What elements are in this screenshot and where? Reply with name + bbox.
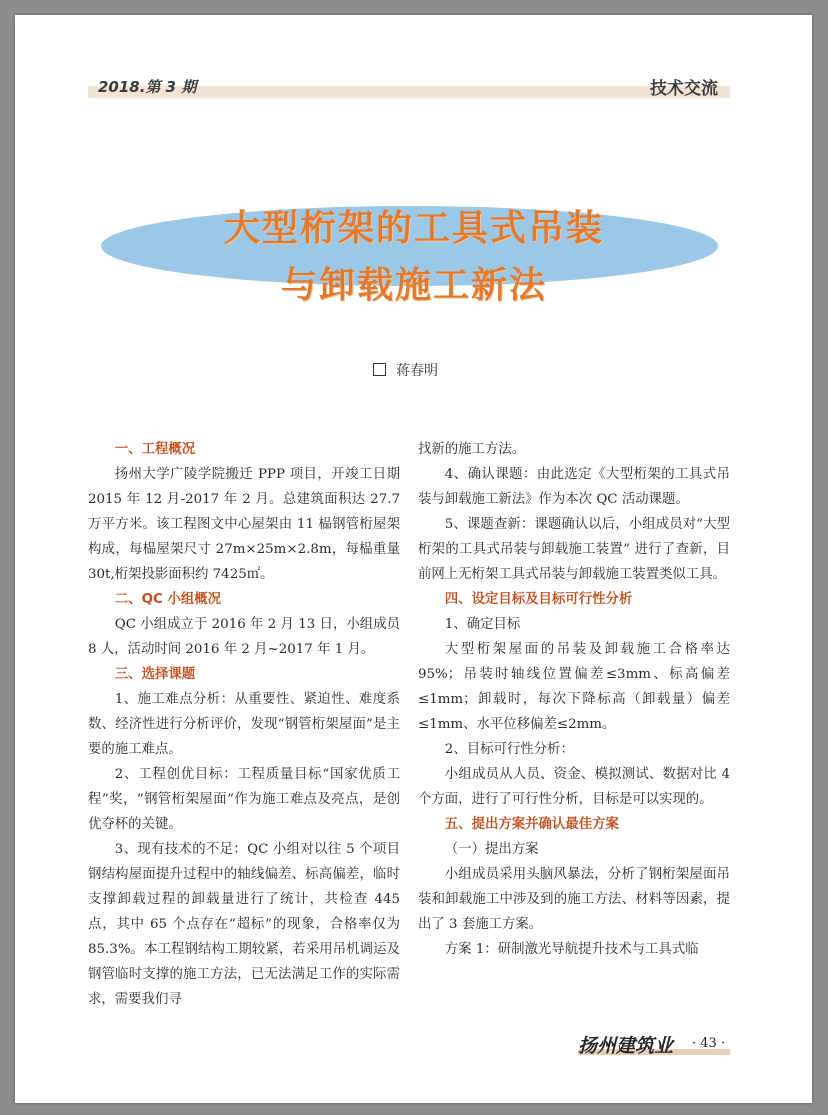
section-heading: 二、QC 小组概况 [114, 592, 222, 607]
paragraph: 1、确定目标 [444, 617, 521, 632]
section-heading: 一、工程概况 [114, 442, 196, 457]
paragraph: QC 小组成立于 2016 年 2 月 13 日，小组成员 8 人，活动时间 2016 年 2 月~2017 年 1 月。 [88, 617, 400, 657]
article-title-line1: 大型桁架的工具式吊装 [223, 208, 604, 249]
section-heading: 五、提出方案并确认最佳方案 [444, 817, 619, 832]
paragraph: 2、目标可行性分析： [444, 742, 574, 757]
issue-label: 2018.第 3 期 [98, 78, 197, 96]
paragraph: 4、确认课题：由此选定《大型桁架的工具式吊装与卸载施工新法》作为本次 QC 活动课题。 [418, 467, 730, 507]
paragraph: 1、施工难点分析：从重要性、紧迫性、难度系数、经济性进行分析评价，发现“钢管桁架屋面”是主要的施工难点。 [88, 692, 400, 757]
paragraph: 扬州大学广陵学院搬迁 PPP 项目，开竣工日期 2015 年 12 月-2017 年 2 月。总建筑面积达 27.7 万平方米。该工程图文中心屋架由 11 榀钢管桁屋架构成，每榀屋架尺寸 27m×25m×2.8m，每榀重量 30t,桁架投影面积约 7425㎡。 [88, 467, 400, 582]
paragraph: 3、现有技术的不足：QC 小组对以往 5 个项目钢结构屋面提升过程中的轴线偏差、标高偏差，临时支撑卸载过程的卸载量进行了统计，共检查 445 点，其中 65 个点存在“超标”的现象，合格率仅为 85.3%。本工程钢结构工期较紧，若采用吊机调运及钢管临时支撑的施工方法，已无法满足工作的实际需求，需要我们寻 [88, 842, 400, 1007]
paragraph: 找新的施工方法。 [418, 442, 526, 457]
left-column [88, 437, 400, 1012]
paragraph: 大型桁架屋面的吊装及卸载施工合格率达 95%；吊装时轴线位置偏差≤3mm、标高偏差≤1mm；卸载时，每次下降标高（卸载量）偏差≤1mm、水平位移偏差≤2mm。 [418, 642, 730, 732]
running-header [88, 76, 730, 98]
paragraph: 小组成员从人员、资金、模拟测试、数据对比 4 个方面，进行了可行性分析，目标是可以实现的。 [418, 767, 730, 807]
page-number: · 43 · [692, 1036, 726, 1051]
author-line [373, 360, 438, 380]
section-heading: 三、选择课题 [114, 667, 196, 682]
article-title-line2: 与卸载施工新法 [280, 265, 547, 306]
paragraph: 5、课题查新：课题确认以后，小组成员对“大型桁架的工具式吊装与卸载施工装置” 进行了查新，目前网上无桁架工具式吊装与卸载施工装置类似工具。 [418, 517, 730, 582]
section-heading: 四、设定目标及目标可行性分析 [444, 592, 633, 607]
right-column [418, 437, 730, 962]
paragraph: 方案 1：研制激光导航提升技术与工具式临 [444, 942, 699, 957]
author-box-icon [373, 363, 386, 376]
paragraph: （一）提出方案 [444, 842, 539, 857]
author-name: 蒋春明 [396, 363, 438, 379]
section-label: 技术交流 [650, 79, 718, 99]
journal-logo: 扬州建筑业 [578, 1035, 674, 1057]
paragraph: 小组成员采用头脑风暴法，分析了钢桁架屋面吊装和卸载施工中涉及到的施工方法、材料等因素，提出了 3 套施工方案。 [418, 867, 730, 932]
paragraph: 2、工程创优目标：工程质量目标“国家优质工程”奖，“钢管桁架屋面”作为施工难点及亮点，是创优夺杯的关键。 [88, 767, 400, 832]
